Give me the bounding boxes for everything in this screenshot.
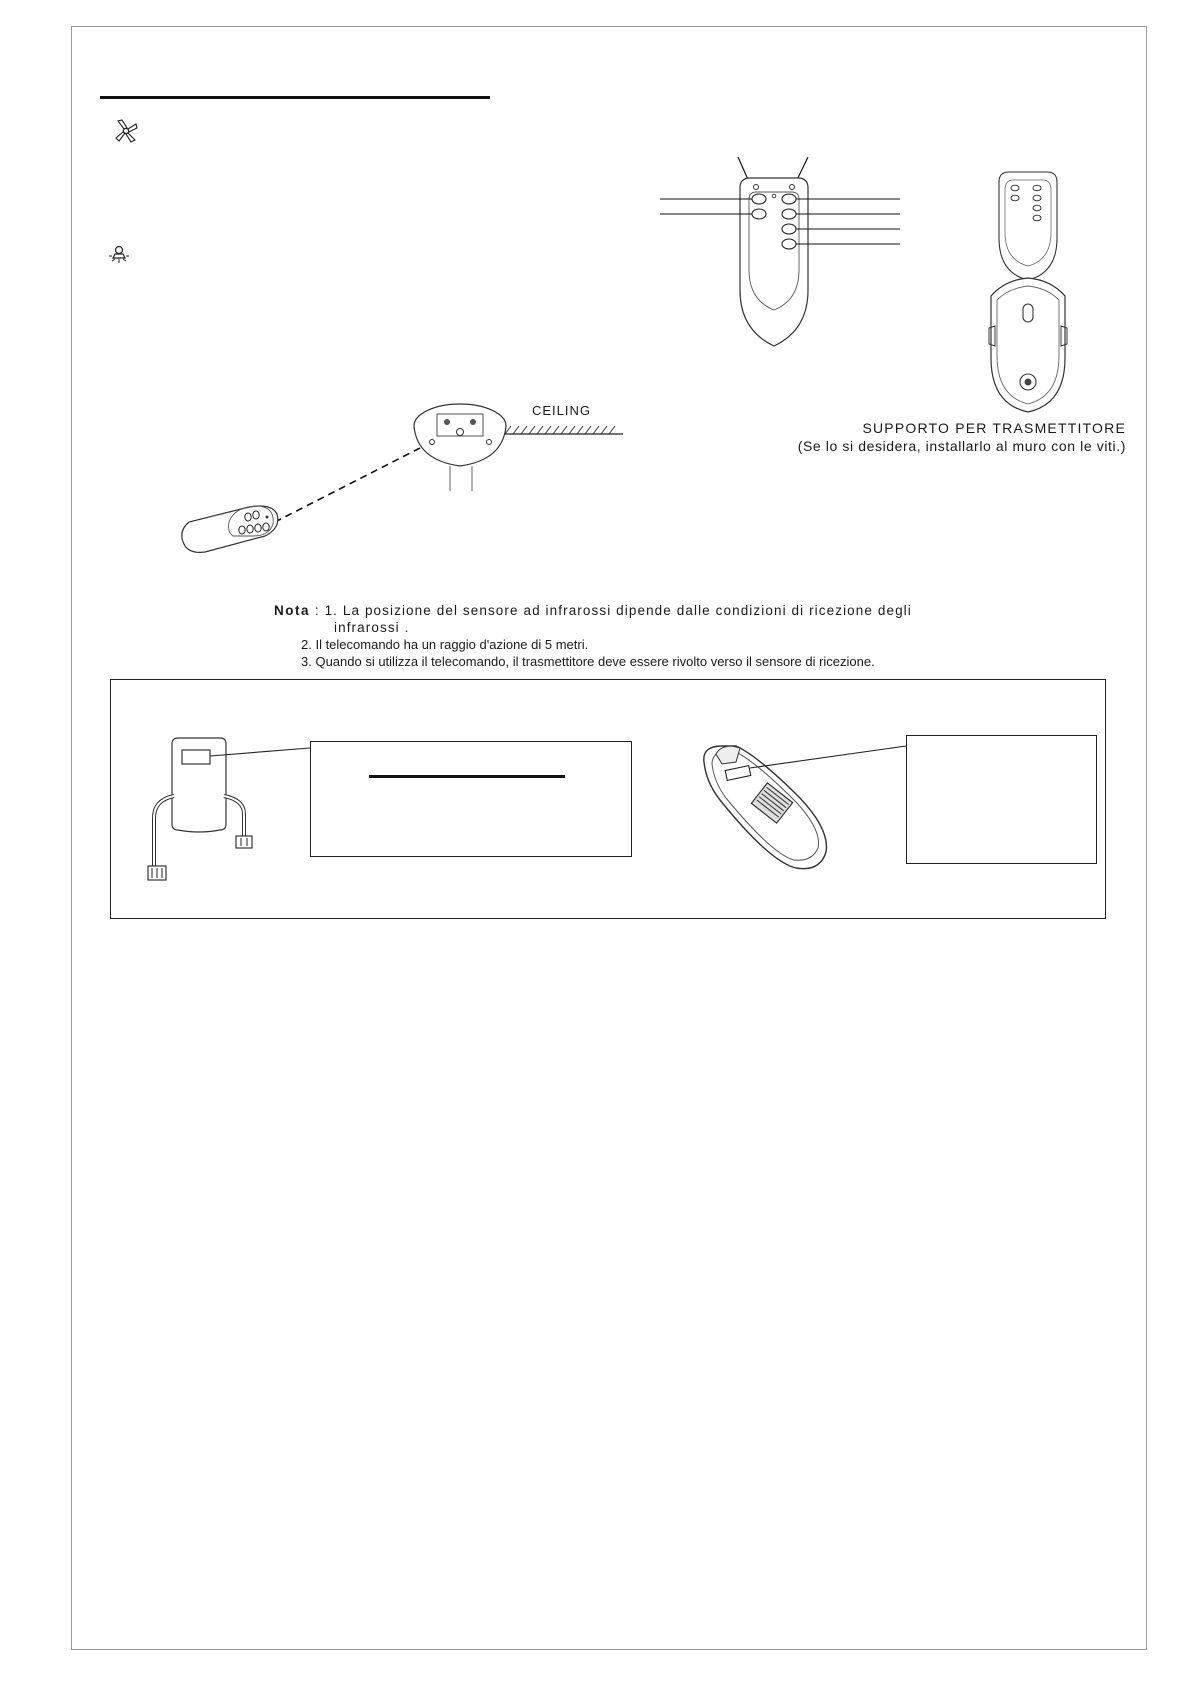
ceiling-receiver-diagram — [175, 396, 625, 566]
support-subtitle: (Se lo si desidera, installarlo al muro con le viti.) — [797, 438, 1126, 454]
transmitter-label-box — [906, 735, 1097, 864]
remote-control-diagram — [650, 150, 910, 360]
note-item-1: 1. La posizione del sensore ad infrarossi dipende dalle condizioni di ricezione degli — [324, 603, 912, 618]
note-item-3: 3. Quando si utilizza il telecomando, il trasmettitore deve essere rivolto verso il sensore di ricezione. — [301, 654, 875, 669]
note-line-1: Nota : 1. La posizione del sensore ad infrarossi dipende dalle condizioni di ricezione degli — [274, 603, 912, 618]
note-item-1-continued: infrarossi . — [334, 620, 410, 635]
note-label: Nota — [274, 603, 310, 618]
support-title: SUPPORTO PER TRASMETTITORE — [862, 420, 1126, 436]
transmitter-holder-diagram — [985, 168, 1075, 416]
receiver-label-rule — [369, 775, 565, 778]
ceiling-label: CEILING — [532, 403, 592, 418]
receiver-label-box — [310, 741, 632, 857]
transmitter-back-diagram — [700, 742, 910, 877]
notes — [274, 602, 912, 670]
light-bulb-icon — [108, 244, 130, 266]
fan-icon — [113, 118, 139, 144]
note-item-2: 2. Il telecomando ha un raggio d'azione di 5 metri. — [301, 637, 589, 652]
heading-rule — [100, 96, 490, 99]
receiver-module-diagram — [140, 736, 310, 894]
